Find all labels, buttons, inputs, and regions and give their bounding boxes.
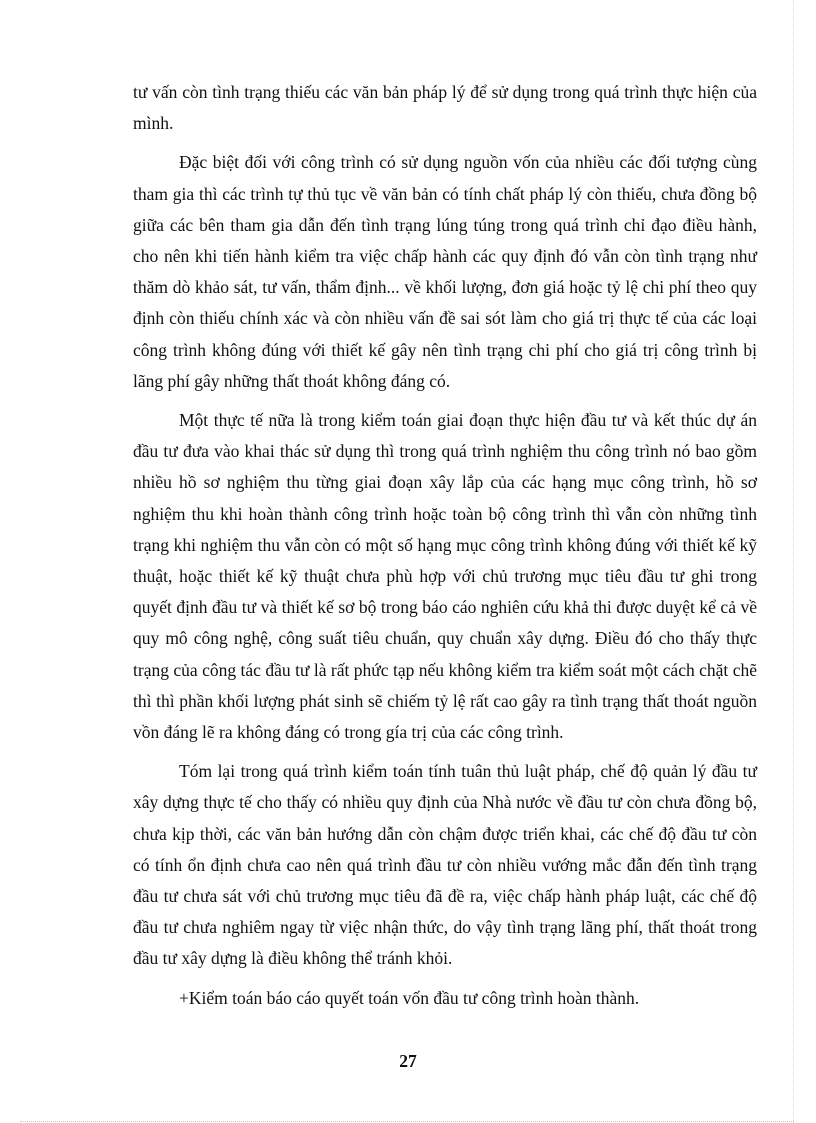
page-bottom-divider xyxy=(20,1121,794,1122)
paragraph-kiem-toan-bao-cao: +Kiểm toán báo cáo quyết toán vốn đầu tư công trình hoàn thành. xyxy=(179,987,640,1008)
paragraph-dac-biet: Đặc biệt đối với công trình có sử dụng nguồn vốn của nhiều các đối tượng cùng tham gia thì các trình tự thủ tục về văn bản có tính chất pháp lý còn thiếu, chưa đồng bộ giữa các bên tham gia dẫn đến tình trạng lúng túng trong quá trình chỉ đạo điều hành, cho nên khi tiến hành kiểm tra việc chấp hành các quy định đó vẫn còn tình trạng như thăm dò khảo sát, tư vấn, thẩm định... về khối lượng, đơn giá hoặc tỷ lệ chi phí theo quy định còn thiếu chính xác và còn nhiều vấn đề sai sót làm cho giá trị thực tế của các loại công trình không đúng với thiết kế gây nên tình trạng chi phí cho giá trị công trình bị lãng phí gây những thất thoát không đáng có. xyxy=(133,152,757,391)
document-body xyxy=(133,77,757,1014)
page-edge-guide xyxy=(793,0,794,1123)
paragraph-continuation: tư vấn còn tình trạng thiếu các văn bản pháp lý để sử dụng trong quá trình thực hiện của mình. xyxy=(133,82,757,134)
page-number: 27 xyxy=(399,1051,417,1071)
paragraph-tom-lai: Tóm lại trong quá trình kiểm toán tính tuân thủ luật pháp, chế độ quản lý đầu tư xây dựng thực tế cho thấy có nhiều quy định của Nhà nước về đầu tư còn chưa đồng bộ, chưa kịp thời, các văn bản hướng dẫn còn chậm được triển khai, các chế độ đầu tư còn có tính ổn định chưa cao nên quá trình đầu tư còn nhiều vướng mắc đẫn đến tình trạng đầu tư chưa sát với chủ trương mục tiêu đã đề ra, việc chấp hành pháp luật, các chế độ đầu tư chưa nghiêm ngay từ việc nhận thức, do vậy tình trạng lãng phí, thất thoát trong đầu tư xây dựng là điều không thể tránh khỏi. xyxy=(133,761,757,969)
paragraph-mot-thuc-te: Một thực tế nữa là trong kiểm toán giai đoạn thực hiện đầu tư và kết thúc dự án đầu tư đưa vào khai thác sử dụng thì trong quá trình nghiệm thu công trình nó bao gồm nhiều hồ sơ nghiệm thu từng giai đoạn xây lắp của các hạng mục công trình, hồ sơ nghiệm thu khi hoàn thành công trình hoặc toàn bộ công trình thì vẫn còn những tình trạng khi nghiệm thu vẫn còn có một số hạng mục công trình không đúng với thiết kế kỹ thuật, hoặc thiết kế kỹ thuật chưa phù hợp với chủ trương mục tiêu đầu tư ghi trong quyết định đầu tư và thiết kế sơ bộ trong báo cáo nghiên cứu khả thi được duyệt kể cả về quy mô công nghệ, công suất tiêu chuẩn, quy chuẩn xây dựng. Điều đó cho thấy thực trạng của công tác đầu tư là rất phức tạp nếu không kiểm tra kiểm soát một cách chặt chẽ thì thì phần khối lượng phát sinh sẽ chiếm tỷ lệ rất cao gây ra tình trạng thất thoát nguồn vồn đáng lẽ ra không đáng có trong gía trị của các công trình. xyxy=(133,410,757,743)
